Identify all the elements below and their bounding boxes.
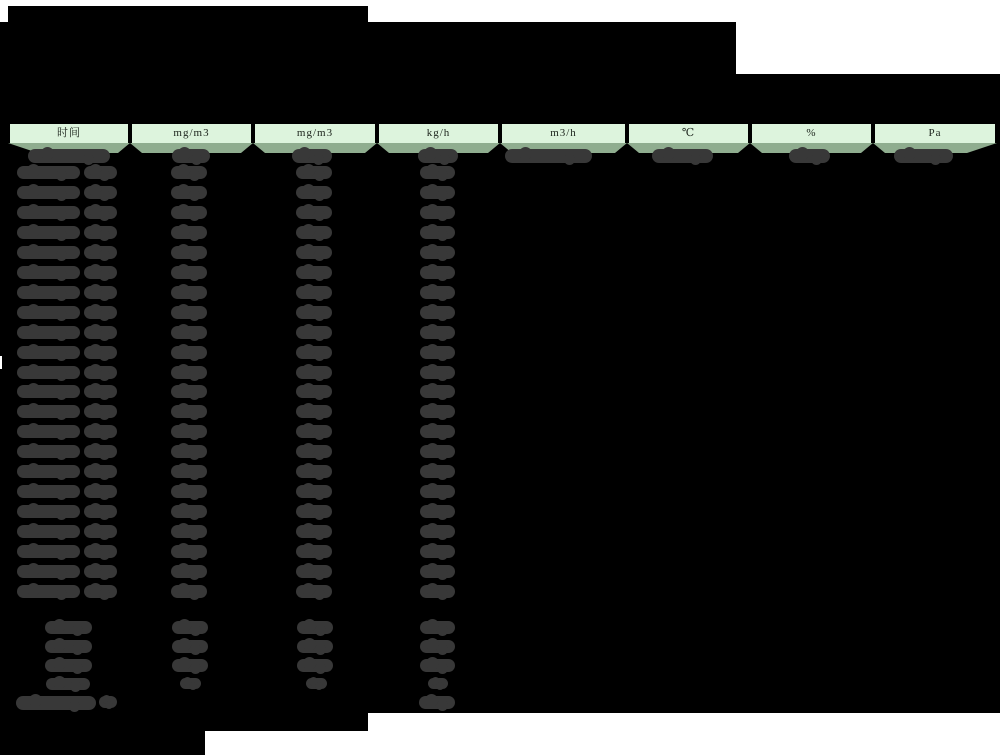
redacted-cell-value xyxy=(17,585,80,598)
strip-wedge xyxy=(118,143,142,153)
redacted-cell-value xyxy=(171,405,207,418)
redacted-cell-value xyxy=(420,306,455,319)
redacted-cell-value xyxy=(296,385,332,398)
header-cell-mgm3-1: mg/m3 xyxy=(132,124,251,143)
redacted-cell-value xyxy=(46,678,90,690)
redacted-cell-value xyxy=(99,696,117,708)
redacted-cell-value xyxy=(296,425,332,438)
redacted-cell-value xyxy=(17,565,80,578)
redacted-cell-value xyxy=(296,246,332,259)
redacted-cell-value xyxy=(84,505,117,518)
redacted-cell-value xyxy=(45,621,92,634)
redacted-cell-value xyxy=(171,385,207,398)
redacted-cell-value xyxy=(171,545,207,558)
redacted-cell-value xyxy=(420,621,455,634)
redacted-cell-value xyxy=(420,405,455,418)
redacted-cell-value xyxy=(420,505,455,518)
redacted-cell-value xyxy=(171,366,207,379)
redacted-cell-value xyxy=(17,186,80,199)
redacted-cell-value xyxy=(171,286,207,299)
redacted-cell-value xyxy=(171,485,207,498)
redacted-cell-value xyxy=(28,149,110,163)
redacted-cell-value xyxy=(17,425,80,438)
redacted-cell-value xyxy=(180,678,201,689)
redacted-cell-value xyxy=(171,565,207,578)
redacted-cell-value xyxy=(45,640,92,653)
redacted-cell-value xyxy=(17,505,80,518)
redacted-cell-value xyxy=(420,166,455,179)
redacted-cell-value xyxy=(420,286,455,299)
redacted-cell-value xyxy=(17,346,80,359)
redacted-cell-value xyxy=(420,525,455,538)
redacted-cell-value xyxy=(292,149,332,163)
redacted-cell-value xyxy=(296,366,332,379)
redacted-cell-value xyxy=(84,226,117,239)
redacted-cell-value xyxy=(84,425,117,438)
redacted-cell-value xyxy=(17,206,80,219)
redacted-table-body-block xyxy=(0,74,1000,713)
redacted-cell-value xyxy=(17,266,80,279)
redacted-cell-value xyxy=(84,286,117,299)
redacted-cell-value xyxy=(420,445,455,458)
redacted-cell-value xyxy=(418,149,458,163)
header-cell-pa: Pa xyxy=(875,124,995,143)
redacted-cell-value xyxy=(84,186,117,199)
page-edge-notch xyxy=(0,356,2,369)
redacted-cell-value xyxy=(306,678,327,689)
redacted-cell-value xyxy=(420,425,455,438)
redacted-cell-value xyxy=(17,405,80,418)
redacted-cell-value xyxy=(652,149,713,163)
redacted-cell-value xyxy=(420,465,455,478)
redacted-cell-value xyxy=(84,326,117,339)
redacted-cell-value xyxy=(296,286,332,299)
redacted-cell-value xyxy=(171,326,207,339)
redacted-cell-value xyxy=(84,266,117,279)
redacted-cell-value xyxy=(171,425,207,438)
redacted-cell-value xyxy=(420,366,455,379)
redacted-cell-value xyxy=(17,166,80,179)
redacted-cell-value xyxy=(17,445,80,458)
redacted-cell-value xyxy=(84,206,117,219)
redacted-cell-value xyxy=(171,306,207,319)
redacted-cell-value xyxy=(296,346,332,359)
redacted-cell-value xyxy=(296,505,332,518)
redacted-cell-value xyxy=(84,246,117,259)
redacted-cell-value xyxy=(296,306,332,319)
redacted-cell-value xyxy=(296,585,332,598)
redacted-cell-value xyxy=(171,465,207,478)
redacted-cell-value xyxy=(171,525,207,538)
redacted-cell-value xyxy=(171,186,207,199)
redacted-title-block xyxy=(8,6,368,22)
redacted-cell-value xyxy=(84,366,117,379)
redacted-cell-value xyxy=(420,266,455,279)
strip-wedge xyxy=(365,143,389,153)
redacted-cell-value xyxy=(84,445,117,458)
redacted-cell-value xyxy=(17,465,80,478)
redacted-cell-value xyxy=(296,445,332,458)
redacted-cell-value xyxy=(84,385,117,398)
redacted-footer-block-wide xyxy=(0,713,368,731)
redacted-cell-value xyxy=(171,445,207,458)
redacted-cell-value xyxy=(84,545,117,558)
header-cell-celsius: ℃ xyxy=(629,124,748,143)
redacted-cell-value xyxy=(171,266,207,279)
redacted-subtitle-block xyxy=(0,22,736,74)
header-cell-mgm3-2: mg/m3 xyxy=(255,124,375,143)
redacted-cell-value xyxy=(17,306,80,319)
redacted-cell-value xyxy=(420,186,455,199)
redacted-cell-value xyxy=(420,545,455,558)
redacted-cell-value xyxy=(17,525,80,538)
strip-wedge xyxy=(615,143,639,153)
header-cell-kgh: kg/h xyxy=(379,124,498,143)
strip-wedge xyxy=(241,143,265,153)
redacted-cell-value xyxy=(17,485,80,498)
redacted-cell-value xyxy=(84,346,117,359)
redacted-cell-value xyxy=(172,621,208,634)
redacted-cell-value xyxy=(171,585,207,598)
redacted-cell-value xyxy=(84,585,117,598)
first-data-row-strip xyxy=(8,143,997,153)
redacted-cell-value xyxy=(420,585,455,598)
redacted-cell-value xyxy=(172,640,208,653)
redacted-cell-value xyxy=(296,266,332,279)
redacted-cell-value xyxy=(296,565,332,578)
redacted-cell-value xyxy=(171,505,207,518)
redacted-cell-value xyxy=(296,166,332,179)
redacted-cell-value xyxy=(297,640,333,653)
redacted-cell-value xyxy=(420,246,455,259)
redacted-cell-value xyxy=(84,306,117,319)
redacted-cell-value xyxy=(17,286,80,299)
redacted-cell-value xyxy=(420,346,455,359)
redacted-cell-value xyxy=(420,226,455,239)
redacted-cell-value xyxy=(171,206,207,219)
redacted-cell-value xyxy=(17,366,80,379)
redacted-cell-value xyxy=(84,166,117,179)
redacted-cell-value xyxy=(296,226,332,239)
redacted-cell-value xyxy=(16,696,96,710)
redacted-cell-value xyxy=(84,525,117,538)
redacted-cell-value xyxy=(172,659,208,672)
redacted-cell-value xyxy=(17,226,80,239)
redacted-cell-value xyxy=(296,525,332,538)
redacted-cell-value xyxy=(171,346,207,359)
redacted-cell-value xyxy=(894,149,953,163)
redacted-cell-value xyxy=(296,405,332,418)
redacted-cell-value xyxy=(420,659,455,672)
redacted-cell-value xyxy=(172,149,210,163)
redacted-cell-value xyxy=(419,696,455,709)
header-cell-m3h: m3/h xyxy=(502,124,625,143)
redacted-cell-value xyxy=(420,485,455,498)
redacted-cell-value xyxy=(297,659,333,672)
redacted-cell-value xyxy=(17,326,80,339)
redacted-cell-value xyxy=(84,405,117,418)
strip-wedge xyxy=(861,143,885,153)
redacted-cell-value xyxy=(420,206,455,219)
redacted-cell-value xyxy=(17,545,80,558)
redacted-cell-value xyxy=(84,465,117,478)
redacted-cell-value xyxy=(45,659,92,672)
redacted-cell-value xyxy=(420,326,455,339)
redacted-cell-value xyxy=(84,485,117,498)
redacted-cell-value xyxy=(171,246,207,259)
redacted-cell-value xyxy=(296,326,332,339)
strip-wedge-right-edge xyxy=(967,143,997,153)
redacted-cell-value xyxy=(296,465,332,478)
redacted-cell-value xyxy=(505,149,592,163)
redacted-cell-value xyxy=(296,545,332,558)
redacted-cell-value xyxy=(789,149,830,163)
redacted-cell-value xyxy=(420,385,455,398)
redacted-cell-value xyxy=(297,621,333,634)
redacted-cell-value xyxy=(84,565,117,578)
redacted-cell-value xyxy=(296,485,332,498)
table-header-row xyxy=(8,122,997,145)
header-cell-time: 时间 xyxy=(10,124,128,143)
redacted-cell-value xyxy=(296,186,332,199)
redacted-cell-value xyxy=(296,206,332,219)
redacted-cell-value xyxy=(17,385,80,398)
redacted-footer-block-narrow xyxy=(0,731,205,755)
header-cell-percent: % xyxy=(752,124,871,143)
redacted-cell-value xyxy=(420,565,455,578)
strip-wedge xyxy=(738,143,762,153)
redacted-cell-value xyxy=(420,640,455,653)
redacted-cell-value xyxy=(171,166,207,179)
redacted-cell-value xyxy=(428,678,448,689)
redacted-cell-value xyxy=(17,246,80,259)
redacted-cell-value xyxy=(171,226,207,239)
